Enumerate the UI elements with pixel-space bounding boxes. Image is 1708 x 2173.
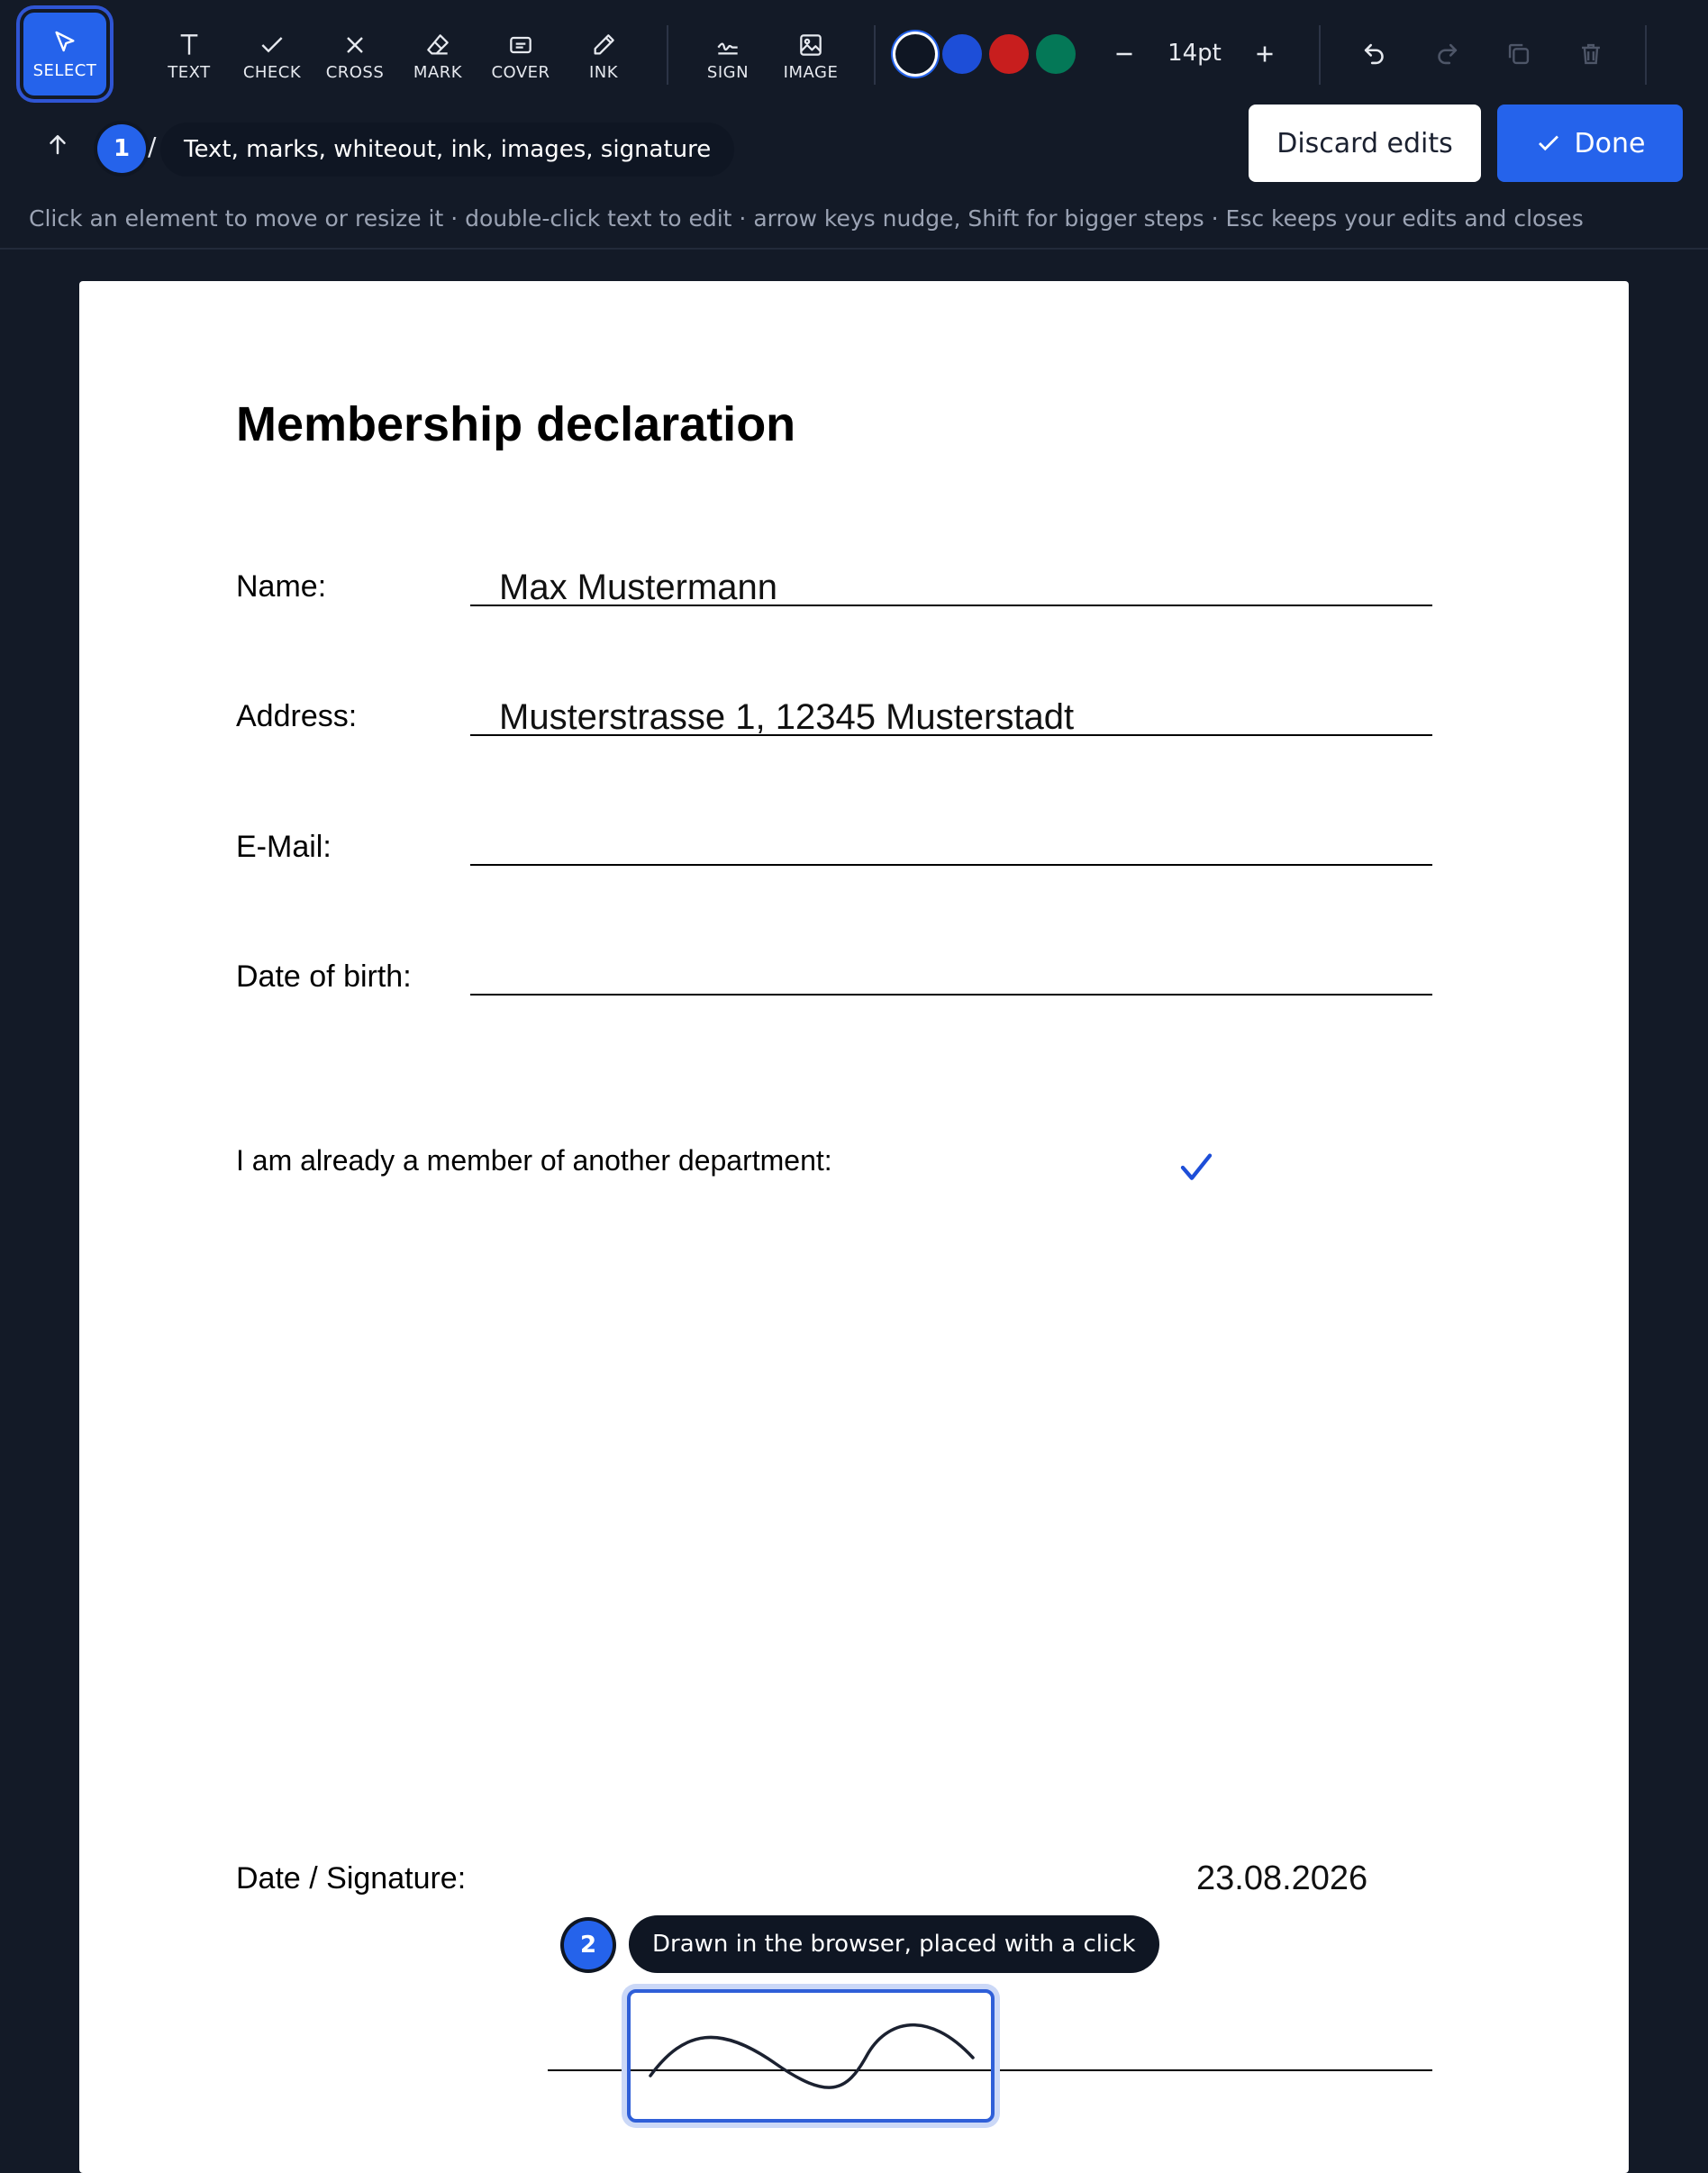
increase-size-button[interactable] <box>1243 32 1286 76</box>
address-label: Address: <box>236 699 358 733</box>
signature-label: Date / Signature: <box>236 1861 467 1896</box>
tool-check[interactable] <box>231 13 313 99</box>
duplicate-icon <box>1504 39 1534 69</box>
toolbar-divider <box>1319 25 1321 85</box>
plus-icon <box>1249 39 1280 69</box>
address-value[interactable]: Musterstrasse 1, 12345 Musterstadt <box>499 697 1075 737</box>
done-button[interactable] <box>1497 105 1683 182</box>
member-question: I am already a member of another department: <box>236 1144 832 1177</box>
text-icon <box>175 31 204 59</box>
tool-image[interactable] <box>769 13 852 99</box>
signature-icon <box>713 31 742 59</box>
arrow-up-icon <box>44 131 71 158</box>
cover-icon <box>506 31 535 59</box>
breadcrumb-label: Text, marks, whiteout, ink, images, signature <box>160 123 734 177</box>
cross-icon <box>341 31 369 59</box>
image-icon <box>796 31 825 59</box>
tool-sign[interactable] <box>686 13 769 99</box>
trash-icon <box>1576 39 1606 69</box>
tool-select-label: SELECT <box>32 60 97 80</box>
signature-stroke <box>631 1993 991 2119</box>
check-icon <box>258 31 286 59</box>
editor-toolbar <box>0 0 1708 110</box>
toolbar-divider <box>1645 25 1647 85</box>
step-badge: 1 <box>97 124 146 173</box>
tool-cross[interactable] <box>313 13 396 99</box>
tool-mark-label: MARK <box>413 62 463 82</box>
dob-label: Date of birth: <box>236 959 412 994</box>
document-title: Membership declaration <box>236 397 796 451</box>
email-line <box>470 864 1432 866</box>
toolbar-divider <box>667 25 668 85</box>
tool-cross-label: CROSS <box>325 62 385 82</box>
font-size-value: 14pt <box>1167 40 1222 67</box>
delete-button[interactable] <box>1569 32 1613 76</box>
tool-text-label: TEXT <box>168 62 211 82</box>
date-value[interactable]: 23.08.2026 <box>1196 1859 1368 1897</box>
tool-image-label: IMAGE <box>783 62 839 82</box>
back-up-button[interactable] <box>40 126 76 162</box>
decrease-size-button[interactable] <box>1103 32 1146 76</box>
email-label: E-Mail: <box>236 830 332 864</box>
tooltip-step-badge: 2 <box>564 1921 613 1969</box>
tool-cover[interactable] <box>479 13 562 99</box>
done-label: Done <box>1574 127 1646 159</box>
tool-ink-label: INK <box>588 62 619 82</box>
breadcrumb-separator: / <box>148 132 157 161</box>
tool-mark[interactable] <box>396 13 479 99</box>
tool-ink[interactable] <box>562 13 645 99</box>
color-swatch-blue[interactable] <box>942 34 982 74</box>
discard-edits-label: Discard edits <box>1276 127 1453 159</box>
redo-button[interactable] <box>1425 32 1468 76</box>
name-value[interactable]: Max Mustermann <box>499 568 777 607</box>
document-page <box>79 281 1629 2173</box>
toolbar-divider <box>874 25 876 85</box>
redo-icon <box>1431 39 1462 69</box>
check-mark-icon[interactable] <box>1178 1150 1214 1186</box>
eraser-icon <box>423 31 452 59</box>
minus-icon <box>1109 39 1140 69</box>
name-label: Name: <box>236 569 327 604</box>
tool-text[interactable] <box>148 13 231 99</box>
tool-select[interactable] <box>23 13 106 95</box>
dob-line <box>470 994 1432 996</box>
cursor-icon <box>50 29 79 58</box>
pencil-icon <box>589 31 618 59</box>
tooltip-text: Drawn in the browser, placed with a click <box>629 1915 1159 1973</box>
signature-image[interactable] <box>627 1989 995 2123</box>
editor-hint: Click an element to move or resize it · double-click text to edit · arrow keys nudge, Shift for bigger steps · Esc keeps your edits and closes <box>29 205 1584 232</box>
undo-icon <box>1359 39 1390 69</box>
duplicate-button[interactable] <box>1497 32 1540 76</box>
tool-sign-label: SIGN <box>706 62 750 82</box>
check-icon <box>1535 130 1562 157</box>
color-swatch-red[interactable] <box>989 34 1029 74</box>
color-swatch-black[interactable] <box>895 34 935 74</box>
tool-check-label: CHECK <box>242 62 302 82</box>
tool-cover-label: COVER <box>491 62 550 82</box>
hint-divider <box>0 248 1708 250</box>
color-swatch-green[interactable] <box>1036 34 1076 74</box>
undo-button[interactable] <box>1353 32 1396 76</box>
discard-edits-button[interactable] <box>1249 105 1481 182</box>
